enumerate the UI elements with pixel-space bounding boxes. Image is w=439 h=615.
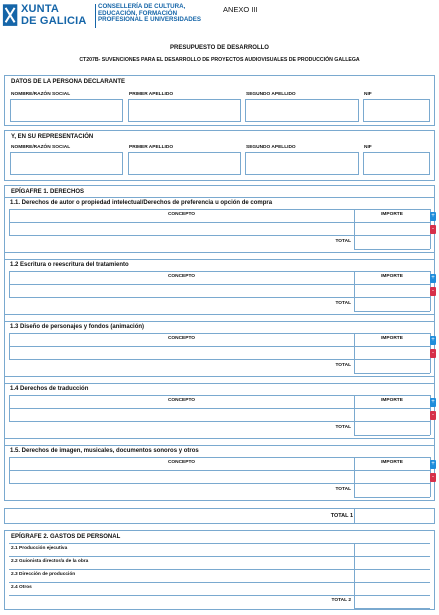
- add-row-button[interactable]: +: [431, 337, 435, 343]
- subtotal-label: TOTAL: [335, 363, 351, 368]
- representacion-nif-field[interactable]: [363, 152, 430, 175]
- table-line: [9, 209, 10, 235]
- epigrafe2-section: [4, 530, 435, 610]
- logo-line-1: XUNTA: [21, 3, 60, 15]
- subsection-title: 1.3 Diseño de personajes y fondos (animación): [10, 324, 145, 330]
- add-row-button[interactable]: +: [431, 275, 435, 281]
- representacion-label-apellido1: PRIMER APELLIDO: [129, 145, 174, 150]
- total1-divider: [354, 509, 355, 523]
- table-line: [354, 333, 355, 373]
- table-line: [9, 470, 430, 471]
- declarante-nombre-field[interactable]: [10, 99, 123, 122]
- total2-label: TOTAL 2: [331, 598, 351, 603]
- col-importe-header: IMPORTE: [381, 336, 403, 341]
- table-line: [9, 457, 430, 458]
- table-line: [9, 284, 430, 285]
- table-line: [9, 333, 10, 359]
- total1-row: [4, 508, 435, 524]
- table-line: [9, 346, 430, 347]
- table-line: [354, 311, 430, 312]
- epigrafe2-row-otros: 2.4 Otros: [11, 585, 32, 590]
- declarante-heading: DATOS DE LA PERSONA DECLARANTE: [11, 79, 126, 85]
- representacion-nombre-field[interactable]: [10, 152, 123, 175]
- epigrafe1-heading: EPÍGAFRE 1. DERECHOS: [11, 189, 85, 195]
- table-line: [9, 483, 430, 484]
- epigrafe2-row-produccion-ejecutiva: 2.1 Producción ejecutiva: [11, 546, 68, 551]
- epigrafe2-col-divider: [354, 543, 355, 608]
- remove-row-button[interactable]: -: [432, 288, 434, 294]
- subsection-title: 1.5. Derechos de imagen, musicales, documentos sonoros y otros: [10, 448, 199, 454]
- representacion-apellido2-field[interactable]: [245, 152, 359, 175]
- derechos-subsection-5: [4, 445, 435, 501]
- col-importe-header: IMPORTE: [381, 212, 403, 217]
- table-line: [9, 333, 430, 334]
- table-line: [9, 222, 430, 223]
- logo-divider: [95, 4, 96, 28]
- logo-line-2: DE GALICIA: [21, 15, 87, 27]
- table-line: [354, 209, 355, 249]
- subtotal-label: TOTAL: [335, 487, 351, 492]
- derechos-subsection-2: [4, 259, 435, 315]
- table-line: [9, 359, 430, 360]
- table-line: [9, 395, 430, 396]
- col-importe-header: IMPORTE: [381, 398, 403, 403]
- dept-line-3: PROFESIONAL E UNIVERSIDADES: [98, 16, 202, 24]
- logo-text: [21, 3, 87, 27]
- table-line: [9, 421, 430, 422]
- col-importe-header: IMPORTE: [381, 274, 403, 279]
- table-line: [354, 373, 430, 374]
- declarante-nif-field[interactable]: [363, 99, 430, 122]
- epigrafe2-line-2: [9, 569, 430, 570]
- add-row-button[interactable]: +: [431, 399, 435, 405]
- representacion-apellido1-field[interactable]: [128, 152, 241, 175]
- table-line: [9, 457, 10, 483]
- declarante-label-apellido1: PRIMER APELLIDO: [129, 92, 174, 97]
- epigrafe2-line-5: [354, 608, 430, 609]
- derechos-subsection-4: [4, 383, 435, 439]
- declarante-section: [4, 75, 435, 126]
- subtotal-label: TOTAL: [335, 239, 351, 244]
- derechos-subsection-3: [4, 321, 435, 377]
- derechos-subsection-1: [4, 197, 435, 253]
- xunta-logo-icon: [2, 3, 20, 29]
- document-subtitle: CT207B- SUVENCIONES PARA EL DESARROLLO DE PROYECTOS AUDIOVISUALES DE PRODUCCIÓN GALLEGA: [79, 57, 360, 63]
- col-importe-header: IMPORTE: [381, 460, 403, 465]
- table-line: [9, 395, 10, 421]
- epigrafe2-row-direccion-produccion: 2.3 Dirección de producción: [11, 572, 76, 577]
- table-line: [354, 457, 355, 497]
- department-name: [98, 4, 201, 24]
- declarante-label-nif: NIF: [364, 92, 372, 97]
- epigrafe2-line-4: [9, 595, 430, 596]
- col-concepto-header: CONCEPTO: [167, 460, 196, 465]
- add-row-button[interactable]: +: [431, 461, 435, 467]
- representacion-label-nif: NIF: [364, 145, 372, 150]
- total1-label: TOTAL 1: [330, 513, 353, 519]
- table-line: [9, 271, 10, 297]
- remove-row-button[interactable]: -: [432, 350, 434, 356]
- declarante-apellido1-field[interactable]: [128, 99, 241, 122]
- col-concepto-header: CONCEPTO: [167, 398, 196, 403]
- table-line: [9, 209, 430, 210]
- declarante-apellido2-field[interactable]: [245, 99, 359, 122]
- table-line: [354, 271, 355, 311]
- epigrafe2-line-1: [9, 556, 430, 557]
- remove-row-button[interactable]: -: [432, 474, 434, 480]
- table-line: [354, 435, 430, 436]
- representacion-section: [4, 130, 435, 181]
- epigrafe2-heading: EPÍGRAFE 2. GASTOS DE PERSONAL: [11, 534, 121, 540]
- table-line: [9, 408, 430, 409]
- dept-line-2: EDUCACIÓN, FORMACIÓN: [98, 9, 178, 17]
- table-line: [354, 497, 430, 498]
- declarante-label-nombre: NOMBRE/RAZÓN SOCIAL: [11, 92, 71, 97]
- table-line: [9, 271, 430, 272]
- representacion-label-nombre: NOMBRE/RAZÓN SOCIAL: [11, 145, 71, 150]
- remove-row-button[interactable]: -: [432, 226, 434, 232]
- col-concepto-header: CONCEPTO: [167, 212, 196, 217]
- anexo-label: ANEXO III: [223, 5, 258, 14]
- remove-row-button[interactable]: -: [432, 412, 434, 418]
- subtotal-label: TOTAL: [335, 301, 351, 306]
- subsection-title: 1.4 Derechos de traducción: [10, 386, 89, 392]
- table-line: [354, 249, 430, 250]
- col-concepto-header: CONCEPTO: [167, 336, 196, 341]
- table-line: [9, 235, 430, 236]
- subsection-title: 1.2 Escritura o reescritura del tratamiento: [10, 262, 129, 268]
- add-row-button[interactable]: +: [431, 213, 435, 219]
- table-line: [9, 297, 430, 298]
- epigrafe2-line-3: [9, 582, 430, 583]
- subtotal-label: TOTAL: [335, 425, 351, 430]
- table-line: [354, 395, 355, 435]
- col-concepto-header: CONCEPTO: [167, 274, 196, 279]
- representacion-heading: Y, EN SU REPRESENTACIÓN: [11, 134, 94, 140]
- document-title: PRESUPUESTO DE DESARROLLO: [170, 45, 269, 51]
- representacion-label-apellido2: SEGUNDO APELLIDO: [246, 145, 296, 150]
- epigrafe2-line-0: [9, 543, 430, 544]
- dept-line-1: CONSELLERÍA DE CULTURA,: [98, 3, 186, 10]
- subsection-title: 1.1. Derechos de autor o propiedad intelectual/Derechos de preferencia u opción de compra: [10, 200, 273, 206]
- epigrafe2-row-guionista: 2.2 Guionista director/a de la obra: [11, 559, 89, 564]
- declarante-label-apellido2: SEGUNDO APELLIDO: [246, 92, 296, 97]
